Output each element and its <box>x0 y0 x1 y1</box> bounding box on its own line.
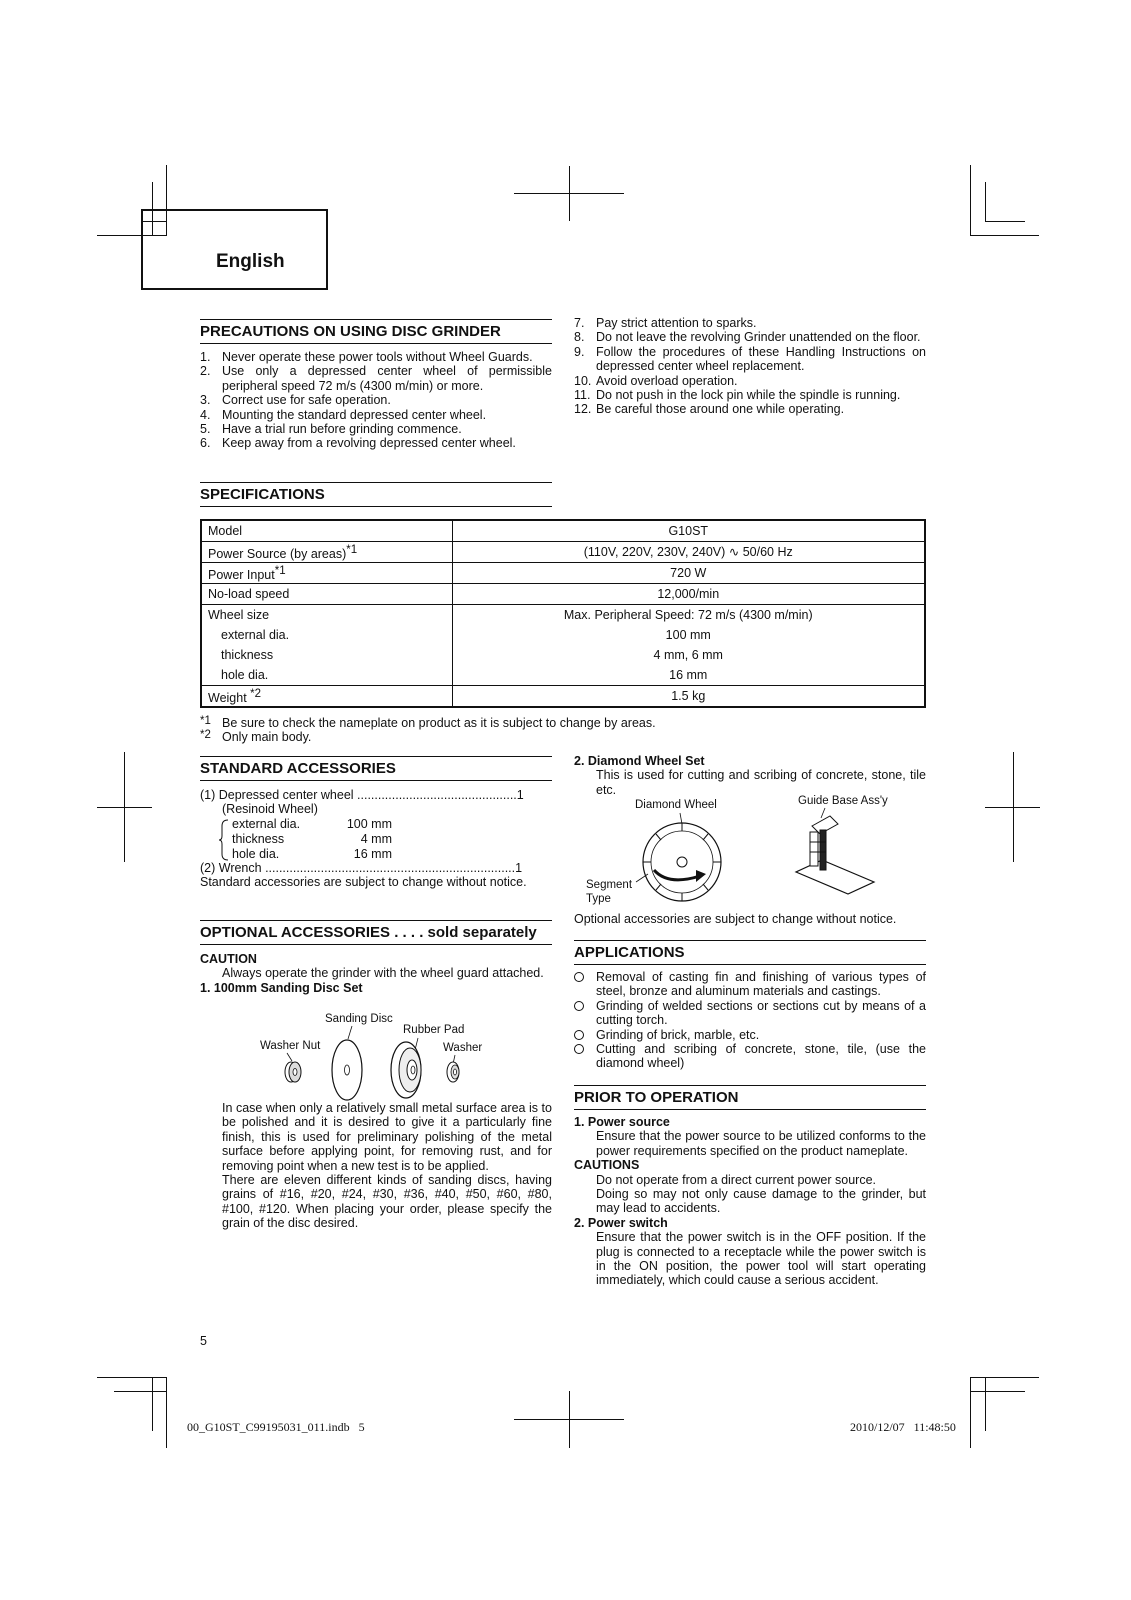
brace-icon <box>219 819 229 861</box>
footer-file: 00_G10ST_C99195031_011.indb 5 <box>187 1420 365 1434</box>
list-item: 10. Avoid overload operation. <box>574 373 738 388</box>
table-row: thickness 4 mm, 6 mm <box>201 645 925 665</box>
bullet-circle-icon <box>574 972 584 982</box>
table-row: Model G10ST <box>201 520 925 542</box>
diamond-wheel-section: 2. Diamond Wheel Set This is used for cutting and scribing of concrete, stone, tile etc. <box>574 754 926 797</box>
applications-list <box>574 970 926 1071</box>
list-item: 12. Be careful those around one while operating. <box>574 402 845 417</box>
sanding-disc-description: In case when only a relatively small metal surface area is to be polished and it is desired to give it a particularly fine finish, this is used for preliminary polishing of the metal surface before applying point, for removing rust, and for removing point when a new test is to be applied. There are eleven different kinds of sanding discs, having grains of #16, #20, #24, #30, #36, #40, #50, #60, #80, #100, #120. When placing your order, please specify the grain of the disc desired. <box>222 1101 552 1231</box>
bullet-circle-icon <box>574 1030 584 1040</box>
standard-accessories-heading: STANDARD ACCESSORIES <box>200 756 552 781</box>
sanding-parts-icon <box>250 1012 480 1102</box>
table-row: external dia. 100 mm <box>201 625 925 645</box>
list-item: 2. Use only a depressed center wheel of permissible peripheral speed 72 m/s (4300 m/min) or more. <box>200 364 552 393</box>
list-item: 7. Pay strict attention to sparks. <box>574 316 757 330</box>
list-item: Grinding of brick, marble, etc. <box>574 1028 926 1042</box>
specifications-table <box>200 519 926 708</box>
table-row: Power Source (by areas)$^{*1}$ (110V, 220V, 230V, 240V) ∿ 50/60 Hz <box>201 542 925 563</box>
spec-footnotes: *1 Be sure to check the nameplate on product as it is subject to change by areas. *2 Only main body. <box>200 715 656 745</box>
list-item: 9. Follow the procedures of these Handling Instructions on depressed center wheel replacement. <box>574 344 926 374</box>
diamond-wheel-icon <box>584 794 914 906</box>
language-tab <box>141 209 328 290</box>
page-number: 5 <box>200 1334 207 1348</box>
precautions-list-right <box>574 316 926 417</box>
optional-accessories-note: Optional accessories are subject to change without notice. <box>574 912 897 926</box>
precautions-heading: PRECAUTIONS ON USING DISC GRINDER <box>200 319 552 344</box>
standard-wheel-dims: external dia. 100 mm thickness 4 mm hole dia. 16 mm <box>200 817 552 861</box>
prior-heading: PRIOR TO OPERATION <box>574 1085 926 1110</box>
bullet-circle-icon <box>574 1044 584 1054</box>
table-row: No-load speed 12,000/min <box>201 584 925 605</box>
applications-heading: APPLICATIONS <box>574 940 926 965</box>
list-item: Cutting and scribing of concrete, stone, tile, (use the diamond wheel) <box>574 1042 926 1071</box>
list-item: 6. Keep away from a revolving depressed center wheel. <box>200 436 516 451</box>
list-item: Removal of casting fin and finishing of various types of steel, bronze and aluminum materials and castings. <box>574 970 926 999</box>
table-row: Wheel size Max. Peripheral Speed: 72 m/s (4300 m/min) <box>201 605 925 626</box>
precautions-list-left <box>200 350 552 451</box>
list-item: 3. Correct use for safe operation. <box>200 393 391 408</box>
specifications-heading: SPECIFICATIONS <box>200 482 552 507</box>
standard-accessories-body: (1) Depressed center wheel ..............................................1 (Resinoid Wheel) external dia. 100 mm thickness 4 mm hole dia. 16 mm (2) Wrench ........................................................................1 Standard accessories are subject to change without notice. <box>200 788 552 890</box>
table-row: Power Input$^{*1}$ 720 W <box>201 563 925 584</box>
sanding-disc-illustration: Sanding Disc Rubber Pad Washer Nut Washer <box>250 1012 480 1102</box>
language-label: English <box>216 251 285 272</box>
table-row: Weight $^{*2}$ 1.5 kg <box>201 686 925 708</box>
list-item: Grinding of welded sections or sections cut by means of a cutting torch. <box>574 999 926 1028</box>
optional-accessories-heading: OPTIONAL ACCESSORIES . . . . sold separately <box>200 920 552 945</box>
optional-accessories-left: CAUTION Always operate the grinder with the wheel guard attached. 1. 100mm Sanding Disc Set <box>200 952 544 995</box>
list-item: 1. Never operate these power tools without Wheel Guards. <box>200 350 533 364</box>
list-item: 5. Have a trial run before grinding commence. <box>200 422 462 437</box>
diamond-wheel-illustration: Diamond Wheel Guide Base Ass'y Segment Type <box>584 794 914 906</box>
table-row: hole dia. 16 mm <box>201 665 925 686</box>
list-item: 4. Mounting the standard depressed center wheel. <box>200 407 487 422</box>
prior-body: 1. Power source Ensure that the power source to be utilized conforms to the power requirements specified on the product nameplate. CAUTIONS Do not operate from a direct current power source. Doing so may not only cause damage to the grinder, but may lead to accidents. 2. Power switch Ensure that the power switch is in the OFF position. If the plug is connected to a receptacle while the power switch is in the ON position, the power tool will start operating immediately, which could cause a serious accident. <box>574 1115 926 1288</box>
footer-date: 2010/12/07 11:48:50 <box>850 1420 956 1434</box>
list-item: 8. Do not leave the revolving Grinder unattended on the floor. <box>574 330 921 345</box>
list-item: 11. Do not push in the lock pin while the spindle is running. <box>574 388 901 403</box>
bullet-circle-icon <box>574 1001 584 1011</box>
